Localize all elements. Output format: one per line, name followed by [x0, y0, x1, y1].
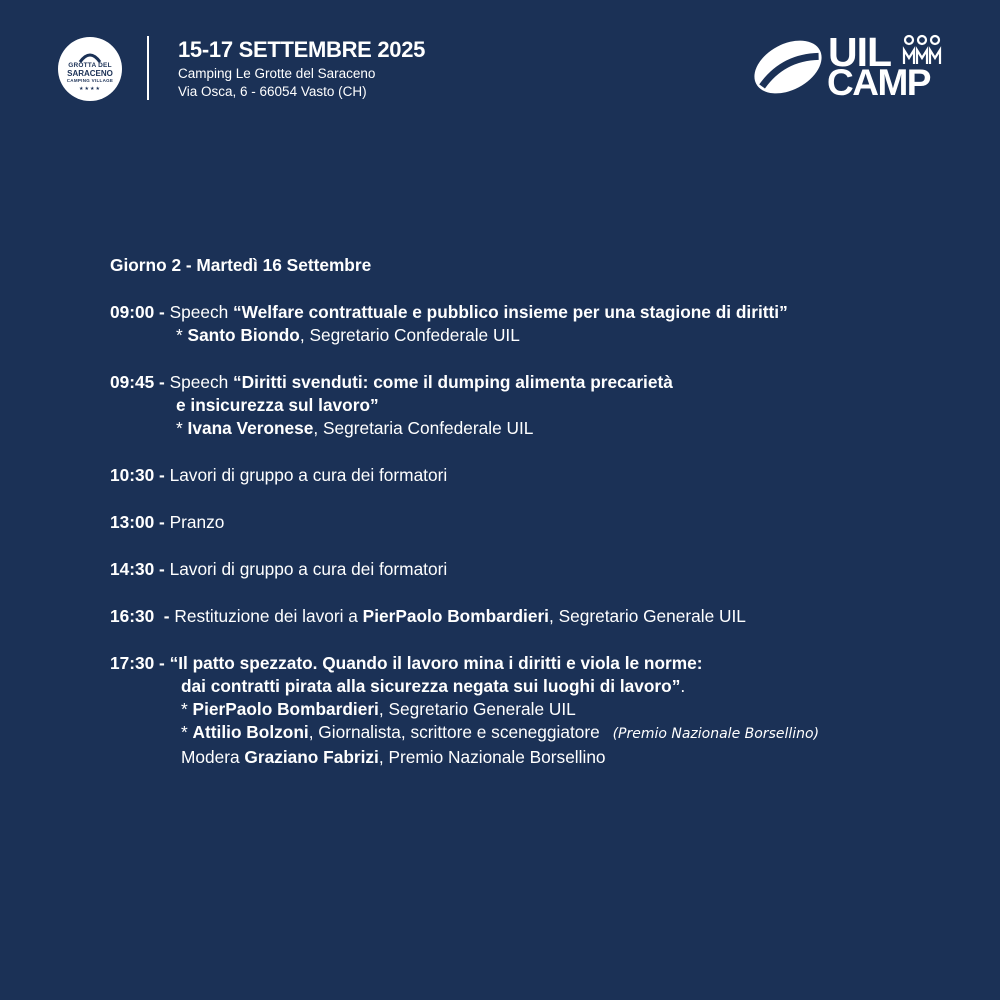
grotta-del-saraceno-logo: [58, 37, 122, 101]
schedule-item-1030: [110, 464, 970, 487]
speaker-role: , Segretario Generale UIL: [548, 606, 746, 626]
speaker-line-1: [110, 698, 970, 721]
item-text: Pranzo: [169, 512, 225, 532]
item-time: 09:00 -: [110, 302, 165, 322]
item-title-line-1: “Diritti svenduti: come il dumping alimenta precarietà: [233, 372, 673, 392]
logo-stars: ★★★★: [79, 86, 101, 92]
item-time: 17:30 -: [110, 653, 165, 673]
speaker-name: Attilio Bolzoni: [192, 722, 309, 742]
item-time: 10:30 -: [110, 465, 165, 485]
venue-name: Camping Le Grotte del Saraceno: [178, 66, 376, 81]
schedule-item-1430: [110, 558, 970, 581]
item-headline: [110, 652, 970, 675]
moderator-name: Graziano Fabrizi: [244, 747, 379, 767]
speaker-note: (Premio Nazionale Borsellino): [612, 726, 820, 742]
item-title-line-1: “Il patto spezzato. Quando il lavoro mina i diritti e viola le norme:: [169, 653, 703, 673]
speaker-line: [110, 324, 970, 347]
speaker-role: , Segretario Generale UIL: [378, 699, 576, 719]
item-text: Restituzione dei lavori a: [174, 606, 358, 626]
speaker-role: , Segretario Confederale UIL: [299, 325, 520, 345]
item-headline: [110, 558, 970, 581]
schedule-item-1730: [110, 652, 970, 769]
logo-line-3: CAMPING VILLAGE: [66, 78, 114, 83]
logo-line-2: SARACENO: [67, 69, 113, 78]
schedule-item-0900: [110, 301, 970, 347]
speaker-name: Ivana Veronese: [187, 418, 314, 438]
speaker-role: , Segretaria Confederale UIL: [313, 418, 534, 438]
moderator-line: [110, 746, 970, 769]
program-schedule: [110, 254, 970, 793]
day-title: Giorno 2 - Martedì 16 Settembre: [110, 255, 372, 275]
item-headline: [110, 605, 970, 628]
item-headline: [110, 464, 970, 487]
logo-line-1: GROTTA DEL: [68, 62, 112, 69]
item-title-line-2-row: [110, 675, 970, 698]
item-time: 14:30 -: [110, 559, 165, 579]
item-title-line-2: e insicurezza sul lavoro”: [176, 395, 379, 415]
venue-address: Via Osca, 6 - 66054 Vasto (CH): [178, 84, 367, 99]
item-headline: [110, 301, 970, 324]
item-text: Lavori di gruppo a cura dei formatori: [169, 465, 448, 485]
moderator-role: , Premio Nazionale Borsellino: [378, 747, 606, 767]
item-headline: [110, 371, 970, 394]
schedule-item-1300: [110, 511, 970, 534]
item-time: 13:00 -: [110, 512, 165, 532]
brand-uil-text: UIL: [828, 29, 892, 75]
speaker-bullet: *: [181, 699, 188, 719]
moderator-label: Modera: [181, 747, 240, 767]
header-divider: [147, 36, 149, 100]
speaker-role: , Giornalista, scrittore e sceneggiatore: [308, 722, 600, 742]
speaker-name: PierPaolo Bombardieri: [362, 606, 549, 626]
item-headline: [110, 511, 970, 534]
item-title-end: .: [680, 676, 686, 696]
rugby-ball-icon: [750, 34, 830, 104]
item-text: Lavori di gruppo a cura dei formatori: [169, 559, 448, 579]
item-time: 16:30 -: [110, 606, 170, 626]
speaker-line-2: [110, 721, 970, 746]
item-title: “Welfare contrattuale e pubblico insieme per una stagione di diritti”: [233, 302, 788, 322]
item-type: Speech: [169, 302, 229, 322]
item-type: Speech: [169, 372, 229, 392]
brand-camp-text: CAMP: [827, 62, 930, 103]
speaker-bullet: *: [176, 325, 183, 345]
uil-camp-logo: [750, 29, 950, 104]
speaker-bullet: *: [181, 722, 188, 742]
schedule-item-1630: [110, 605, 970, 628]
speaker-line: [110, 417, 970, 440]
item-time: 09:45 -: [110, 372, 165, 392]
schedule-item-0945: [110, 371, 970, 440]
speaker-bullet: *: [176, 418, 183, 438]
speaker-name: Santo Biondo: [187, 325, 300, 345]
speaker-name: PierPaolo Bombardieri: [192, 699, 379, 719]
event-dates: 15-17 SETTEMBRE 2025: [178, 37, 426, 62]
header: [0, 0, 1000, 130]
item-title-line-2: dai contratti pirata alla sicurezza negata sui luoghi di lavoro”: [181, 676, 681, 696]
